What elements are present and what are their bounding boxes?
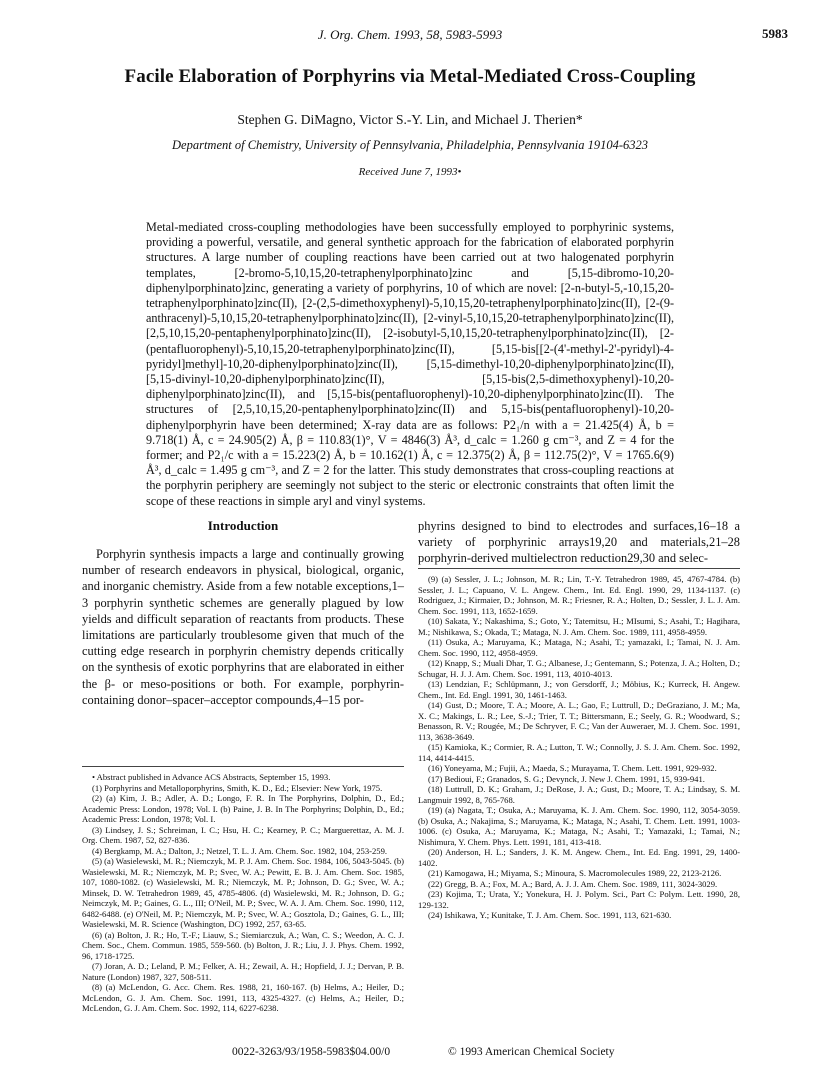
section-heading-introduction: Introduction: [207, 518, 279, 533]
footnote: (9) (a) Sessler, J. L.; Johnson, M. R.; Lin, T.-Y. Tetrahedron 1989, 45, 4767-4784. (b) Sessler, J. L.; Capuano, V. L. Angew. Chem., Int. Ed. Engl. 1990, 29, 1134-1137. (c) Rodriguez, J.; Kirmaier, D.; Johnson, M. R.; Friesner, R. A.; Holten, D.; Sessler, J. L. J. Am. Chem. Soc. 1991, 113, 1652-1659.: [418, 574, 740, 616]
left-column: [82, 518, 404, 708]
right-column: [418, 518, 740, 567]
footnote: (21) Kamogawa, H.; Miyama, S.; Minoura, S. Macromolecules 1989, 22, 2123-2126.: [428, 868, 722, 878]
page-number: 5983: [762, 26, 788, 41]
running-head: J. Org. Chem. 1993, 58, 5983-5993: [317, 27, 503, 42]
received-date: Received June 7, 1993•: [358, 166, 462, 178]
introduction-paragraph: Porphyrin synthesis impacts a large and continually growing number of research endeavors in physical, biological, organic, and inorganic chemistry. Aside from a few notable exceptions,1–3 porphyrin synthetic schemes are generally plagued by low yields and difficult separation of reactants from products. These limitations are particularly troublesome given that much of the cutting edge research in porphyrin chemistry depends critically on the synthesis of exotic porphyrins that are elaborated in either the β- or meso-positions or both. For example, porphyrin-containing donor–spacer–acceptor compounds,4–15 por-: [82, 547, 404, 707]
footnote: (14) Gust, D.; Moore, T. A.; Moore, A. L.; Gao, F.; Luttrull, D.; DeGraziano, J. M.; Ma, X. C.; Makings, L. R.; Lee, S.-J.; Trier, T. T.; Bittersmann, E.; Seely, G. R.; Woodward, S.; Benasson, R. V.; Rougée, M.; De Schryver, F. C.; Van der Auweraer, M. J. Chem. Soc. 1991, 113, 3638-3649.: [418, 700, 740, 742]
footnote: (12) Knapp, S.; Muali Dhar, T. G.; Albanese, J.; Gentemann, S.; Potenza, J. A.; Holten, D.; Schugar, H. J. J. Am. Chem. Soc. 1991, 113, 4010-4013.: [418, 658, 740, 679]
footnote: (16) Yoneyama, M.; Fujii, A.; Maeda, S.; Murayama, T. Chem. Lett. 1991, 929-932.: [428, 763, 717, 773]
footnote-divider-right: [418, 568, 740, 569]
footnote: (22) Gregg, B. A.; Fox, M. A.; Bard, A. J. J. Am. Chem. Soc. 1989, 111, 3024-3029.: [428, 878, 718, 889]
footnotes-left: [82, 772, 404, 1014]
footnote: (24) Ishikawa, Y.; Kunitake, T. J. Am. Chem. Soc. 1991, 113, 621-630.: [428, 910, 672, 920]
abstract: Metal-mediated cross-coupling methodologies have been successfully employed to porphyrinic systems, providing a powerful, versatile, and general synthetic approach for the fabrication of elaborated porphyrin structures. A large number of coupling reactions have been carried out at two halogenated porphyrin templates, [2-bromo-5,10,15,20-tetraphenylporphinato]zinc and [5,15-dibromo-10,20-diphenylporphinato]zinc, generating a variety of porphyrins, 10 of which are novel: [2-n-butyl-5,-10,15,20-tetraphenylporphinato]zinc(II), [2-(2,5-dimethoxyphenyl)-5,10,15,20-tetraphenylporphinato]zinc(II), [2-(9-anthracenyl)-5,10,15,20-tetraphenylporphinato]zinc(II), [2-vinyl-5,10,15,20-tetraphenylporphinato]zinc(II), [2,5,10,15,20-pentaphenylporphinato]zinc(II), [2-isobutyl-5,10,15,20-tetraphenylporphinato]zinc(II), [2-(pentafluorophenyl)-5,10,15,20-tetraphenylporphinato]zinc(II), [5,15-bis[[2-(4'-methyl-2'-pyridyl)-4-pyridyl]methyl]-10,20-diphenylporphinato]zinc(II), [5,15-dimethyl-10,20-diphenylporphinato]zinc(II), [5,15-divinyl-10,20-diphenylporphinato]zinc(II), [5,15-bis(2,5-dimethoxyphenyl)-10,20-diphenylporphinato]zinc(II), and [5,15-bis(pentafluorophenyl)-10,20-diphenylporphinato]zinc(II). The structures of [2,5,10,15,20-pentaphenylporphinato]zinc(II) and 5,15-bis(pentafluorophenyl)-10,20-diphenylporphyrin have been determined; X-ray data are as follows: P2₁/n with a = 21.425(4) Å, b = 9.718(1) Å, c = 24.905(2) Å, β = 110.83(1)°, V = 4846(3) Å³, d_calc = 1.260 g cm⁻³, and Z = 4 for the former; and P2₁/c with a = 15.223(2) Å, b = 10.162(1) Å, c = 12.375(2) Å, β = 112.75(2)°, V = 1765.6(9) Å³, d_calc = 1.495 g cm⁻³, and Z = 2 for the latter. This study demonstrates that cross-coupling reactions at the porphyrin periphery are seemingly not subject to the steric or electronic constraints that often limit the scope of these reactions in simple aryl and vinyl systems.: [146, 220, 674, 508]
copyright-notice: © 1993 American Chemical Society: [448, 1046, 615, 1058]
footnote: (20) Anderson, H. L.; Sanders, J. K. M. Angew. Chem., Int. Ed. Eng. 1991, 29, 1400-1402.: [418, 847, 740, 868]
introduction-continuation: phyrins designed to bind to electrodes and surfaces,16–18 a variety of porphyrinic arrays19,20 and materials,21–28 porphyrin-derived multielectron reduction29,30 and selec-: [418, 519, 740, 566]
footnote: (2) (a) Kim, J. B.; Adler, A. D.; Longo, F. R. In The Porphyrins, Dolphin, D., Ed.; Academic Press: London, 1978; Vol. I. (b) Paine, J. B. In The Porphyrins; Dolphin, D., Ed.; Academic Press: London, 1978; Vol. I.: [82, 793, 404, 824]
footnotes-right: [418, 574, 740, 921]
footnote: (17) Bedioui, F.; Granados, S. G.; Devynck, J. New J. Chem. 1991, 15, 939-941.: [428, 773, 705, 784]
footnote: (23) Kojima, T.; Urata, Y.; Yonekura, H. J. Polym. Sci., Part C: Polym. Lett. 1990, 28, 129-132.: [418, 889, 740, 910]
footnote: (13) Lendzian, F.; Schlüpmann, J.; von Gersdorff, J.; Möbius, K.; Kurreck, H. Angew. Chem., Int. Ed. Engl. 1991, 30, 1461-1463.: [418, 679, 740, 700]
footnote: (6) (a) Bolton, J. R.; Ho, T.-F.; Liauw, S.; Siemiarczuk, A.; Wan, C. S.; Weedon, A. C. J. Chem. Soc., Chem. Commun. 1985, 559-560. (b) Bolton, J. R.; Liu, J. J. Phys. Chem. 1992, 96, 1718-1725.: [82, 929, 404, 961]
footnote: (1) Porphyrins and Metalloporphyrins, Smith, K. D., Ed.; Elsevier: New York, 1975.: [92, 782, 383, 793]
affiliation: Department of Chemistry, University of Pennsylvania, Philadelphia, Pennsylvania 19104-6323: [172, 138, 648, 152]
footnote: (10) Sakata, Y.; Nakashima, S.; Goto, Y.; Tatemitsu, H.; MIsumi, S.; Asahi, T.; Hagihara, M.; Nishikawa, S.; Okada, T.; Mataga, N. J. Am. Chem. Soc. 1989, 111, 4958-4959.: [418, 616, 740, 637]
footnote: (11) Osuka, A.; Maruyama, K.; Mataga, N.; Asahi, T.; yamazaki, I.; Tamai, N. J. Am. Chem. Soc. 1990, 112, 4958-4959.: [418, 637, 740, 658]
article-title: Facile Elaboration of Porphyrins via Metal-Mediated Cross-Coupling: [124, 66, 696, 87]
footnote: (18) Luttrull, D. K.; Graham, J.; DeRose, J. A.; Gust, D.; Moore, T. A.; Lindsay, S. M. Langmuir 1992, 8, 765-768.: [418, 784, 740, 805]
footnote: (19) (a) Nagata, T.; Osuka, A.; Maruyama, K. J. Am. Chem. Soc. 1990, 112, 3054-3059. (b) Osuka, A.; Nakajima, S.; Maruyama, K.; Mataga, N.; Asahi, T. Chem. Lett. 1991, 1003-1006. (c) Osuka, A.; Maruyama, K.; Mataga, N.; Asahi, T.; Yamazaki, I.; Tamai, N.; Nishimura, Y. Chem. Phys. Lett. 1991, 181, 413-418.: [418, 805, 740, 847]
article-code: 0022-3263/93/1958-5983$04.00/0: [232, 1046, 391, 1058]
author-list: Stephen G. DiMagno, Victor S.-Y. Lin, and Michael J. Therien*: [237, 112, 583, 127]
footnote: (3) Lindsey, J. S.; Schreiman, I. C.; Hsu, H. C.; Kearney, P. C.; Marguerettaz, A. M. J. Org. Chem. 1987, 52, 827-836.: [82, 824, 404, 845]
footnote: (5) (a) Wasielewski, M. R.; Niemczyk, M. P. J. Am. Chem. Soc. 1984, 106, 5043-5045. (b) Wasielewski, M. R.; Niemczyk, M. P.; Svec, W. A.; Pewitt, E. B. J. Am. Chem. Soc. 1985, 107, 1080-1082. (c) Wasielewski, M. R.; Niemczyk, M. P.; Johnson, D. G.; Svec, W. A.; Minsek, D. W. Tetrahedron 1989, 45, 4785-4806. (d) Wasielewski, M. R.; Johnson, D. G.; Neimczyk, M. P.; Gaines, G. L., III; O'Neil, M. P.; Svec, W. A. J. Am. Chem. Soc. 1990, 112, 6482-6488. (e) O'Neil, M. P.; Niemczyk, M. P.; Svec, W. A.; Gosztola, D.; Gaines, G. L., III; Wasielewski, M. R. Science (Washington, DC) 1992, 257, 63-65.: [82, 856, 404, 929]
footnote: (8) (a) McLendon, G. Acc. Chem. Res. 1988, 21, 160-167. (b) Helms, A.; Heiler, D.; McLendon, G. J. Am. Chem. Soc. 1991, 113, 4325-4327. (c) Helms, A.; Heiler, D.; McLendon, G. J. Am. Chem. Soc. 1992, 114, 6227-6238.: [82, 982, 404, 1013]
footnote: (7) Joran, A. D.; Leland, P. M.; Felker, A. H.; Zewail, A. H.; Hopfield, J. J.; Dervan, P. B. Nature (London) 1987, 327, 508-511.: [82, 961, 404, 982]
footnote-divider-left: [82, 766, 404, 767]
footnote: (4) Bergkamp, M. A.; Dalton, J.; Netzel, T. L. J. Am. Chem. Soc. 1982, 104, 253-259.: [92, 845, 388, 856]
footnote: • Abstract published in Advance ACS Abstracts, September 15, 1993.: [92, 772, 331, 782]
footnote: (15) Kamioka, K.; Cormier, R. A.; Lutton, T. W.; Connolly, J. S. J. Am. Chem. Soc. 1992, 114, 4414-4415.: [418, 742, 740, 763]
